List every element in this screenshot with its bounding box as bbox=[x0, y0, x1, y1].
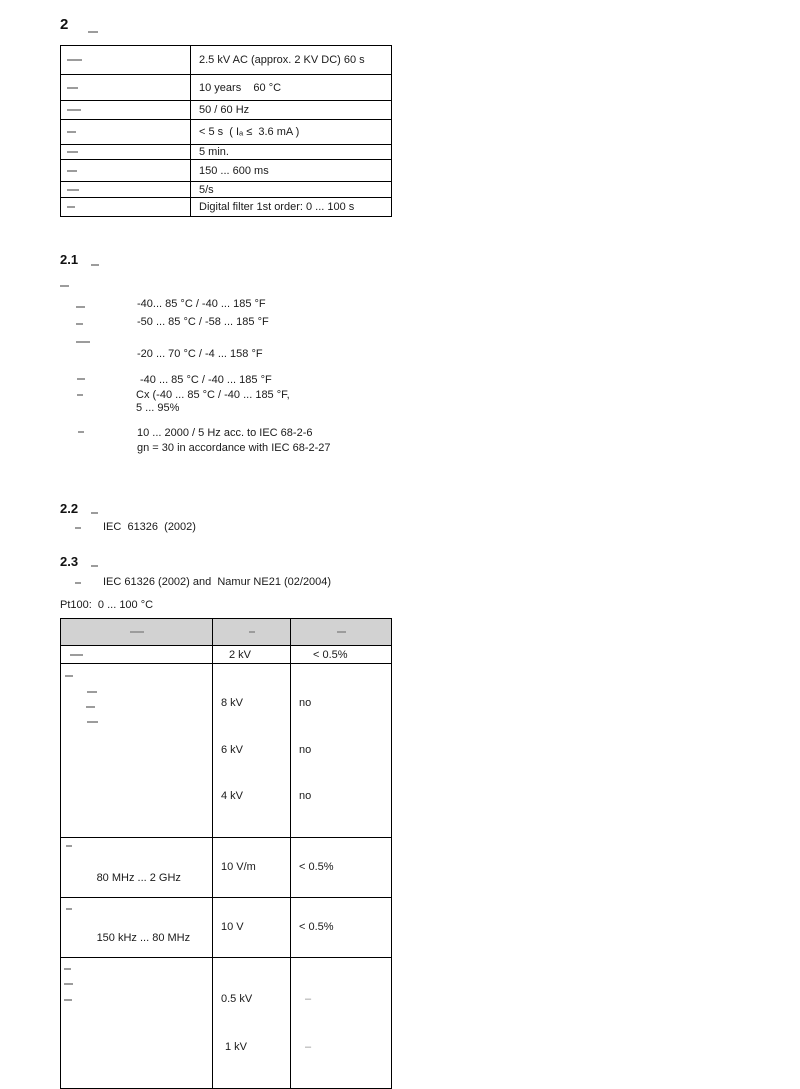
pt100-note: Pt100: 0 ... 100 °C bbox=[60, 599, 154, 611]
emc-level-line: 4 kV bbox=[221, 790, 244, 802]
emc-level-cell: 10 V bbox=[213, 897, 291, 957]
emc-effect-cell bbox=[291, 957, 392, 1088]
ambient-line: 10 ... 2000 / 5 Hz acc. to IEC 68-2-6 bbox=[137, 427, 313, 439]
emc-effect-line: no bbox=[299, 697, 312, 709]
emc-level-cell bbox=[213, 664, 291, 838]
greeked-text bbox=[337, 631, 346, 633]
greeked-text bbox=[86, 706, 95, 708]
emc-test-cell bbox=[61, 664, 213, 838]
emc-header-test bbox=[61, 619, 213, 646]
emc-effect-cell: < 0.5% bbox=[291, 897, 392, 957]
emc-effect-cell: < 0.5% bbox=[291, 837, 392, 897]
spec-row-value: 5 min. bbox=[191, 145, 392, 160]
greeked-text bbox=[77, 394, 83, 396]
greeked-text bbox=[130, 631, 144, 633]
greeked-text bbox=[67, 59, 82, 61]
spec-row-label bbox=[61, 75, 191, 101]
greeked-text bbox=[76, 341, 90, 343]
emc-test-cell bbox=[61, 837, 213, 897]
greeked-text bbox=[64, 999, 72, 1001]
section-2-3-heading: 2.3 bbox=[60, 554, 79, 569]
greeked-text bbox=[67, 170, 77, 172]
spec-row-value: < 5 s ( Iₐ ≤ 3.6 mA ) bbox=[191, 120, 392, 145]
greeked-text bbox=[66, 908, 72, 910]
greeked-text bbox=[67, 151, 78, 153]
emc-effect-dash: – bbox=[305, 992, 312, 1005]
spec-row-value: 10 years 60 °C bbox=[191, 75, 392, 101]
spec-row-value: 5/s bbox=[191, 182, 392, 198]
ambient-line: Cx (-40 ... 85 °C / -40 ... 185 °F, bbox=[136, 389, 290, 401]
greeked-text bbox=[65, 675, 73, 677]
spec-table bbox=[60, 45, 392, 217]
emc-level-cell: 2 kV bbox=[213, 646, 291, 664]
emc-level-line: 1 kV bbox=[225, 1040, 248, 1053]
spec-row-value: 150 ... 600 ms bbox=[191, 160, 392, 182]
spec-row-value: Digital filter 1st order: 0 ... 100 s bbox=[191, 198, 392, 217]
emc-level-line: 8 kV bbox=[221, 697, 244, 709]
greeked-text bbox=[87, 721, 98, 723]
ambient-line: -50 ... 85 °C / -58 ... 185 °F bbox=[137, 316, 269, 328]
emc-test-label: 80 MHz ... 2 GHz bbox=[96, 871, 181, 884]
greeked-text bbox=[67, 87, 78, 89]
spec-row-label bbox=[61, 46, 191, 75]
greeked-text bbox=[76, 323, 83, 325]
emc-effect-cell: < 0.5% bbox=[291, 646, 392, 664]
spec-row-label bbox=[61, 160, 191, 182]
emc-effect-cell bbox=[291, 664, 392, 838]
section-2-heading: 2 bbox=[60, 16, 69, 33]
greeked-text bbox=[60, 285, 69, 287]
spec-row-label bbox=[61, 120, 191, 145]
emc-level-line: 0.5 kV bbox=[221, 992, 253, 1005]
ambient-line: -40 ... 85 °C / -40 ... 185 °F bbox=[140, 374, 272, 386]
greeked-text bbox=[91, 264, 99, 266]
spec-row-label bbox=[61, 198, 191, 217]
emc-header-level bbox=[213, 619, 291, 646]
emc-effect-line: no bbox=[299, 790, 312, 802]
greeked-text bbox=[91, 512, 98, 514]
spec-row-label bbox=[61, 145, 191, 160]
emission-standard-line: IEC 61326 (2002) bbox=[103, 521, 196, 533]
spec-row-label bbox=[61, 101, 191, 120]
spec-row-label bbox=[61, 182, 191, 198]
ambient-line: gn = 30 in accordance with IEC 68-2-27 bbox=[137, 442, 331, 454]
emc-test-cell bbox=[61, 897, 213, 957]
greeked-text bbox=[66, 845, 72, 847]
spec-row-value: 2.5 kV AC (approx. 2 KV DC) 60 s bbox=[191, 46, 392, 75]
greeked-text bbox=[64, 983, 73, 985]
spec-row-value: 50 / 60 Hz bbox=[191, 101, 392, 120]
emc-effect-dash: – bbox=[305, 1040, 312, 1053]
greeked-text bbox=[70, 654, 83, 656]
ambient-line: -40... 85 °C / -40 ... 185 °F bbox=[137, 298, 266, 310]
greeked-text bbox=[91, 565, 98, 567]
greeked-text bbox=[64, 968, 71, 970]
greeked-text bbox=[87, 691, 97, 693]
greeked-text bbox=[249, 631, 255, 633]
emc-effect-line: no bbox=[299, 743, 312, 756]
section-2-1-heading: 2.1 bbox=[60, 252, 79, 267]
greeked-text bbox=[75, 582, 81, 584]
emc-test-label: 150 kHz ... 80 MHz bbox=[96, 931, 191, 944]
greeked-text bbox=[76, 306, 85, 308]
emc-test-cell bbox=[61, 957, 213, 1088]
immunity-standard-line: IEC 61326 (2002) and Namur NE21 (02/2004) bbox=[103, 576, 332, 588]
greeked-text bbox=[67, 131, 76, 133]
greeked-text bbox=[67, 189, 79, 191]
emc-level-cell bbox=[213, 957, 291, 1088]
emc-test-cell bbox=[61, 646, 213, 664]
emc-header-effect bbox=[291, 619, 392, 646]
greeked-text bbox=[67, 206, 75, 208]
greeked-text bbox=[88, 31, 98, 33]
section-2-2-heading: 2.2 bbox=[60, 501, 79, 516]
greeked-text bbox=[75, 527, 81, 529]
ambient-line: -20 ... 70 °C / -4 ... 158 °F bbox=[137, 348, 263, 360]
emc-level-line: 6 kV bbox=[221, 743, 244, 756]
greeked-text bbox=[78, 431, 84, 433]
greeked-text bbox=[77, 378, 85, 380]
ambient-line: 5 ... 95% bbox=[136, 402, 180, 414]
emc-level-cell: 10 V/m bbox=[213, 837, 291, 897]
emc-table bbox=[60, 618, 392, 1089]
greeked-text bbox=[67, 109, 81, 111]
